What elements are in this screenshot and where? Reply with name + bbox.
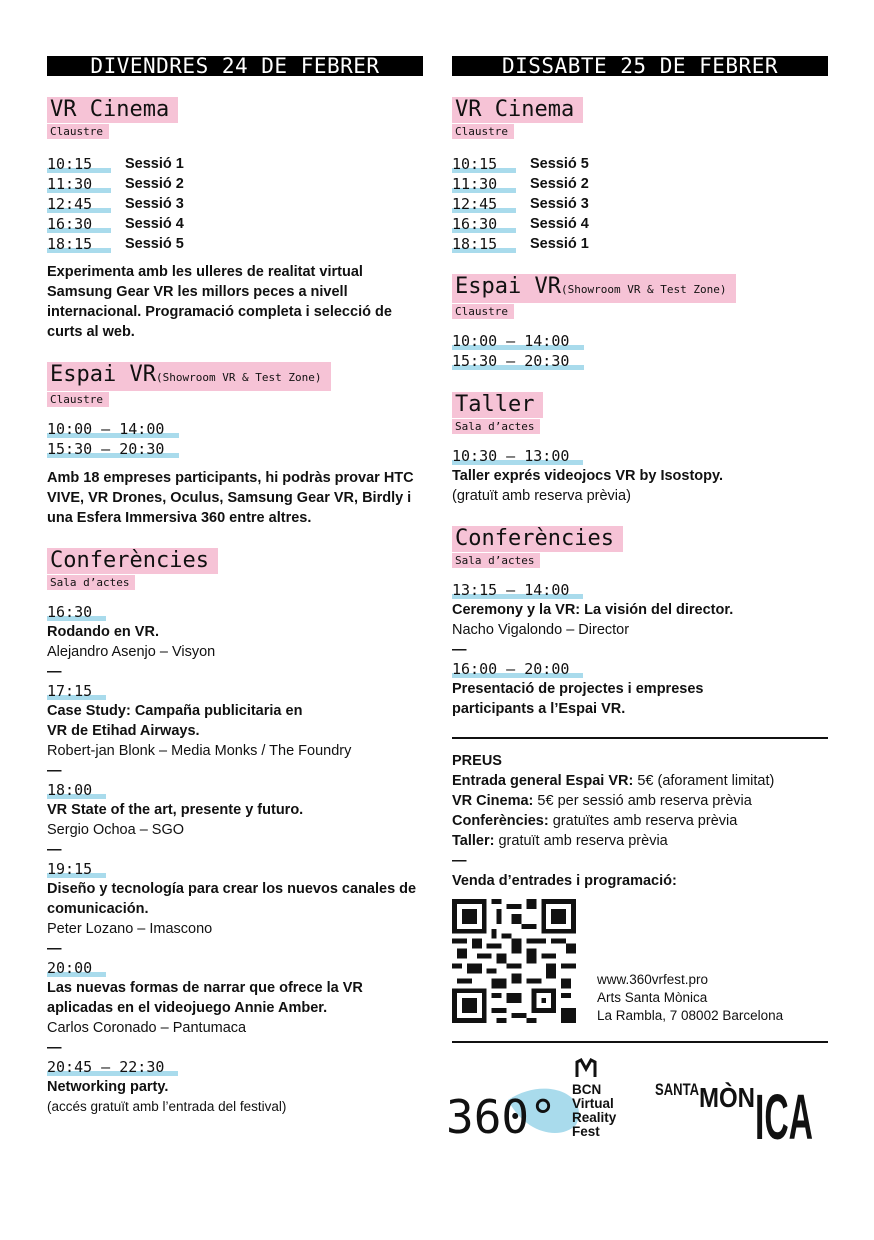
section-subtitle: (Showroom VR & Test Zone) <box>155 371 322 384</box>
talk-speaker: Peter Lozano – Imascono <box>47 921 213 937</box>
session-time: 18:15 <box>47 235 111 253</box>
price-value: 5€ per sessió amb reserva prèvia <box>533 793 752 809</box>
venue-street: La Rambla, 7 08002 Barcelona <box>597 1008 784 1023</box>
price-value: 5€ (aforament limitat) <box>633 773 775 789</box>
talk-item <box>452 660 828 719</box>
separator-dash: — <box>452 642 467 658</box>
sales-heading: Venda d’entrades i programació: <box>452 873 677 889</box>
talk-speaker: (accés gratuït amb l’entrada del festival) <box>47 1099 287 1114</box>
price-row <box>452 771 828 791</box>
section-location: Claustre <box>452 304 514 319</box>
talk-title: Networking party. <box>47 1079 169 1095</box>
talk-item <box>47 959 423 1038</box>
talk-item <box>452 581 828 640</box>
fest-name-line: Fest <box>572 1124 600 1139</box>
santa-logo-mid: MÒN <box>699 1082 755 1113</box>
divider <box>452 737 828 739</box>
time-slot <box>452 352 828 372</box>
slot-time: 15:30 – 20:30 <box>452 352 584 370</box>
price-label: Taller: <box>452 833 495 849</box>
espai-vr-section <box>47 362 423 528</box>
section-location: Claustre <box>452 124 514 139</box>
talk-speaker: Sergio Ochoa – SGO <box>47 822 185 838</box>
talk-time: 17:15 <box>47 682 106 700</box>
slot-time: 15:30 – 20:30 <box>47 440 179 458</box>
session-row <box>47 234 423 254</box>
divider <box>452 1041 828 1043</box>
session-time: 10:15 <box>47 155 111 173</box>
vr-cinema-section <box>452 97 828 254</box>
session-row <box>47 174 423 194</box>
fest-name-line: Virtual <box>572 1096 614 1111</box>
section-location: Sala d’actes <box>452 553 540 568</box>
session-row <box>452 154 828 174</box>
session-time: 12:45 <box>452 195 516 213</box>
workshop-section <box>452 392 828 506</box>
santa-logo-big: ICA <box>755 1081 813 1153</box>
talk-title: Las nuevas formas de narrar que ofrece la VR aplicadas en el videojuego Annie Amber. <box>47 980 363 1016</box>
talk-item <box>47 1058 423 1117</box>
session-time: 10:15 <box>452 155 516 173</box>
talk-item <box>47 682 423 761</box>
session-row <box>47 194 423 214</box>
session-list <box>47 154 423 254</box>
price-row <box>452 791 828 811</box>
logos-row <box>446 1055 828 1153</box>
price-value: gratuït amb reserva prèvia <box>494 833 668 849</box>
session-label: Sessió 2 <box>125 176 184 192</box>
santa-logo-top: SANTA <box>655 1080 699 1099</box>
espai-vr-section <box>452 274 828 372</box>
section-title-text: Espai VR <box>50 362 156 387</box>
section-location: Sala d’actes <box>47 575 135 590</box>
session-label: Sessió 5 <box>530 156 589 172</box>
qr-and-address <box>452 899 828 1049</box>
session-label: Sessió 1 <box>530 236 589 252</box>
talk-time: 16:30 <box>47 603 106 621</box>
session-time: 16:30 <box>452 215 516 233</box>
talk-speaker: Robert-jan Blonk – Media Monks / The Foundry <box>47 743 352 759</box>
session-row <box>452 174 828 194</box>
talk-title: Presentació de projectes i empreses participants a l’Espai VR. <box>452 681 704 717</box>
session-list <box>452 154 828 254</box>
separator-dash: — <box>47 763 62 779</box>
section-subtitle: (Showroom VR & Test Zone) <box>560 283 727 296</box>
session-row <box>47 154 423 174</box>
vr-cinema-section <box>47 97 423 342</box>
separator-dash: — <box>47 941 62 957</box>
qr-code-icon[interactable] <box>452 899 576 1023</box>
session-row <box>452 234 828 254</box>
session-label: Sessió 5 <box>125 236 184 252</box>
price-row <box>452 831 828 851</box>
talk-item <box>47 603 423 662</box>
session-row <box>452 194 828 214</box>
section-location: Claustre <box>47 392 109 407</box>
day-header-saturday: DISSABTE 25 DE FEBRER <box>452 56 828 76</box>
slot-time: 10:00 – 14:00 <box>47 420 179 438</box>
time-slots <box>47 420 423 460</box>
separator-dash: — <box>452 853 467 869</box>
talk-title: Ceremony y la VR: La visión del director. <box>452 602 734 618</box>
website-link[interactable]: www.360vrfest.pro <box>597 972 709 987</box>
fest-name-line: Reality <box>572 1110 617 1125</box>
section-description: Experimenta amb les ulleres de realitat virtual Samsung Gear VR les millors peces a nivell internacional. Programació completa i selecció de curts al web. <box>47 264 392 340</box>
talk-time: 18:00 <box>47 781 106 799</box>
section-title-text: Espai VR <box>455 274 561 299</box>
separator-dash: — <box>47 664 62 680</box>
talk-title: Case Study: Campaña publicitaria en VR de Etihad Airways. <box>47 703 303 739</box>
slot-time: 10:00 – 14:00 <box>452 332 584 350</box>
talk-time: 20:45 – 22:30 <box>47 1058 178 1076</box>
friday-column <box>47 56 423 1117</box>
talk-time: 13:15 – 14:00 <box>452 581 583 599</box>
session-row <box>47 214 423 234</box>
time-slots <box>452 332 828 372</box>
section-title: VR Cinema <box>452 97 583 123</box>
separator-dash: — <box>47 1040 62 1056</box>
price-label: Conferències: <box>452 813 549 829</box>
session-label: Sessió 4 <box>530 216 589 232</box>
talk-note: (gratuït amb reserva prèvia) <box>452 488 631 504</box>
fest-name <box>572 1083 616 1139</box>
talk-time: 20:00 <box>47 959 106 977</box>
fest-number: 360° <box>446 1090 557 1144</box>
talk-time: 19:15 <box>47 860 106 878</box>
price-row <box>452 811 828 831</box>
section-title <box>47 362 331 391</box>
section-title: VR Cinema <box>47 97 178 123</box>
session-label: Sessió 2 <box>530 176 589 192</box>
time-slot <box>47 440 423 460</box>
price-label: VR Cinema: <box>452 793 534 809</box>
talk-item <box>47 781 423 840</box>
section-location: Sala d’actes <box>452 419 540 434</box>
section-description: Amb 18 empreses participants, hi podràs provar HTC VIVE, VR Drones, Oculus, Samsung Gear VR, Birdly i una Esfera Immersiva 360 entre altres. <box>47 470 414 526</box>
session-time: 11:30 <box>452 175 516 193</box>
venue-name: Arts Santa Mònica <box>597 990 708 1005</box>
session-row <box>452 214 828 234</box>
separator-dash: — <box>47 842 62 858</box>
talk-time: 10:30 – 13:00 <box>452 447 583 465</box>
talk-title: Diseño y tecnología para crear los nuevos canales de comunicación. <box>47 881 417 917</box>
prices-heading: PREUS <box>452 753 502 769</box>
conferences-section <box>452 526 828 719</box>
time-slot <box>47 420 423 440</box>
talk-time: 16:00 – 20:00 <box>452 660 583 678</box>
prices-section <box>452 751 828 891</box>
session-time: 11:30 <box>47 175 111 193</box>
section-title: Conferències <box>452 526 623 552</box>
section-location: Claustre <box>47 124 109 139</box>
saturday-column <box>452 56 828 1049</box>
talk-item <box>452 447 828 506</box>
movistar-m-icon <box>575 1057 597 1079</box>
santa-monica-logo <box>655 1073 815 1153</box>
time-slot <box>452 332 828 352</box>
section-title <box>452 274 736 303</box>
talk-title: Taller exprés videojocs VR by Isostopy. <box>452 468 724 484</box>
section-title: Taller <box>452 392 543 418</box>
address-block <box>597 971 783 1025</box>
session-label: Sessió 4 <box>125 216 184 232</box>
talk-title: Rodando en VR. <box>47 624 159 640</box>
day-header-friday: DIVENDRES 24 DE FEBRER <box>47 56 423 76</box>
talk-speaker: Alejandro Asenjo – Visyon <box>47 644 216 660</box>
fest-name-line: BCN <box>572 1082 602 1097</box>
talk-title: VR State of the art, presente y futuro. <box>47 802 304 818</box>
session-label: Sessió 1 <box>125 156 184 172</box>
session-label: Sessió 3 <box>125 196 184 212</box>
session-time: 18:15 <box>452 235 516 253</box>
price-label: Entrada general Espai VR: <box>452 773 634 789</box>
session-time: 12:45 <box>47 195 111 213</box>
section-title: Conferències <box>47 548 218 574</box>
talk-item <box>47 860 423 939</box>
conferences-section <box>47 548 423 1117</box>
session-label: Sessió 3 <box>530 196 589 212</box>
talk-speaker: Nacho Vigalondo – Director <box>452 622 630 638</box>
session-time: 16:30 <box>47 215 111 233</box>
price-value: gratuïtes amb reserva prèvia <box>548 813 738 829</box>
talk-speaker: Carlos Coronado – Pantumaca <box>47 1020 247 1036</box>
